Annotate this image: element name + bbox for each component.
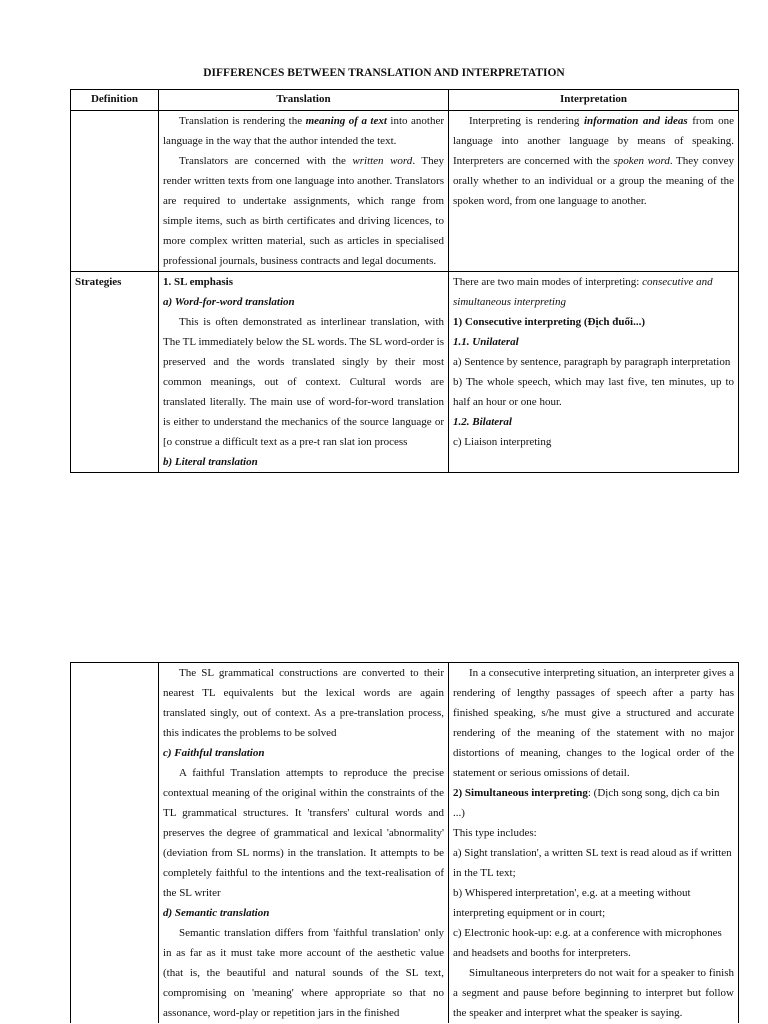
consecutive-situation-paragraph: In a consecutive interpreting situation, an interpreter gives a rendering of lengthy passages of speech after a party has finished speaking, s/he must give a structured and accurate rendering of the meaning of the statement with no major distortions of meaning, changes to the logical order of the statement or serious omissions of detail. xyxy=(453,667,734,779)
definition-label-cell xyxy=(71,111,159,272)
comparison-table-page1 xyxy=(70,89,739,473)
type-includes-text: This type includes: xyxy=(453,827,537,839)
comparison-table-page2 xyxy=(70,662,739,1023)
semantic-translation-paragraph: Semantic translation differs from 'faithful translation' only in as far as it must take more account of the aesthetic value (that is, the beautiful and natural sounds of the SL text, compromising on 'meaning' where appropriate so that no assonance, word-play or repetition jars in the finished xyxy=(163,927,444,1019)
definition-interpretation-cell xyxy=(449,111,739,272)
interpreting-modes-intro: There are two main modes of interpreting: consecutive and simultaneous interpreting xyxy=(453,276,713,308)
header-interpretation: Interpretation xyxy=(449,90,739,111)
translation-definition-paragraph: Translation is rendering the meaning of a text into another language in the way that the author intended the text. xyxy=(163,115,444,147)
semantic-translation-heading: d) Semantic translation xyxy=(163,907,270,919)
header-definition: Definition xyxy=(71,90,159,111)
liaison-item: c) Liaison interpreting xyxy=(453,436,552,448)
interpretation-definition-paragraph: Interpreting is rendering information and ideas from one language into another language by means of speaking. Interpreters are concerned with the spoken word. They convey orally whether to an individual or a group the meaning of the spoken word, from one language to another. xyxy=(453,115,735,207)
faithful-translation-paragraph: A faithful Translation attempts to reproduce the precise contextual meaning of the original within the constraints of the TL grammatical structures. It 'transfers' cultural words and preserves the degree of grammatical and lexical 'abnormality' (deviation from SL norms) in the translation. It attempts to be completely faithful to the intentions and the text-realisation of the SL writer xyxy=(163,767,444,899)
continued-interpretation-cell xyxy=(449,663,739,1024)
continued-translation-cell xyxy=(159,663,449,1024)
word-for-word-paragraph: This is often demonstrated as interlinear translation, with The TL immediately below the SL words. The SL word-order is preserved and the words translated singly by their most common meanings, out of context. Cultural words are translated literally. The main use of word-for-word translation is either to understand the mechanics of the source language or [o construe a difficult text as a pre-t ran slat ion process xyxy=(163,316,444,448)
table-row-definition xyxy=(71,111,739,272)
strategies-interpretation-cell xyxy=(449,272,739,473)
strategies-label: Strategies xyxy=(71,272,159,473)
sl-grammatical-paragraph: The SL grammatical constructions are converted to their nearest TL equivalents but the lexical words are again translated singly, out of context. As a pre-translation process, this indicates the problems to be solved xyxy=(163,667,444,739)
consecutive-heading: 1) Consecutive interpreting (Địch đuổi...) xyxy=(453,316,645,328)
faithful-translation-heading: c) Faithful translation xyxy=(163,747,265,759)
strategies-translation-cell xyxy=(159,272,449,473)
bilateral-heading: 1.2. Bilateral xyxy=(453,416,512,428)
table-header-row xyxy=(71,90,739,111)
whole-speech-item: b) The whole speech, which may last five, ten minutes, up to half an hour or one hour. xyxy=(453,376,734,408)
header-translation: Translation xyxy=(159,90,449,111)
word-for-word-heading: a) Word-for-word translation xyxy=(163,296,295,308)
definition-translation-cell xyxy=(159,111,449,272)
simultaneous-heading: 2) Simultaneous interpreting: (Dịch song song, dịch ca bin ...) xyxy=(453,787,720,819)
unilateral-heading: 1.1. Unilateral xyxy=(453,336,519,348)
continued-label-cell xyxy=(71,663,159,1024)
literal-translation-heading: b) Literal translation xyxy=(163,456,258,468)
sl-emphasis-heading: 1. SL emphasis xyxy=(163,276,233,288)
sight-translation-item: a) Sight translation', a written SL text is read aloud as if written in the TL text; xyxy=(453,847,732,879)
whispered-interpretation-item: b) Whispered interpretation', e.g. at a meeting without interpreting equipment or in court; xyxy=(453,887,691,919)
table-row-continued xyxy=(71,663,739,1024)
table-row-strategies xyxy=(71,272,739,473)
electronic-hookup-item: c) Electronic hook-up: e.g. at a conference with microphones and headsets and booths for interpreters. xyxy=(453,927,722,959)
translation-written-word-paragraph: Translators are concerned with the written word. They render written texts from one language into another. Translators are required to undertake assignments, which range from simple items, such as birth certificates and driving licences, to more complex written material, such as articles in specialised professional journals, business contracts and legal documents. xyxy=(163,155,444,267)
document-title: DIFFERENCES BETWEEN TRANSLATION AND INTERPRETATION xyxy=(203,67,565,79)
sentence-by-sentence-item: a) Sentence by sentence, paragraph by paragraph interpretation xyxy=(453,356,731,368)
simultaneous-interpreters-paragraph: Simultaneous interpreters do not wait for a speaker to finish a segment and pause before beginning to interpret but follow the speaker and interpret what the speaker is saying. xyxy=(453,967,734,1019)
